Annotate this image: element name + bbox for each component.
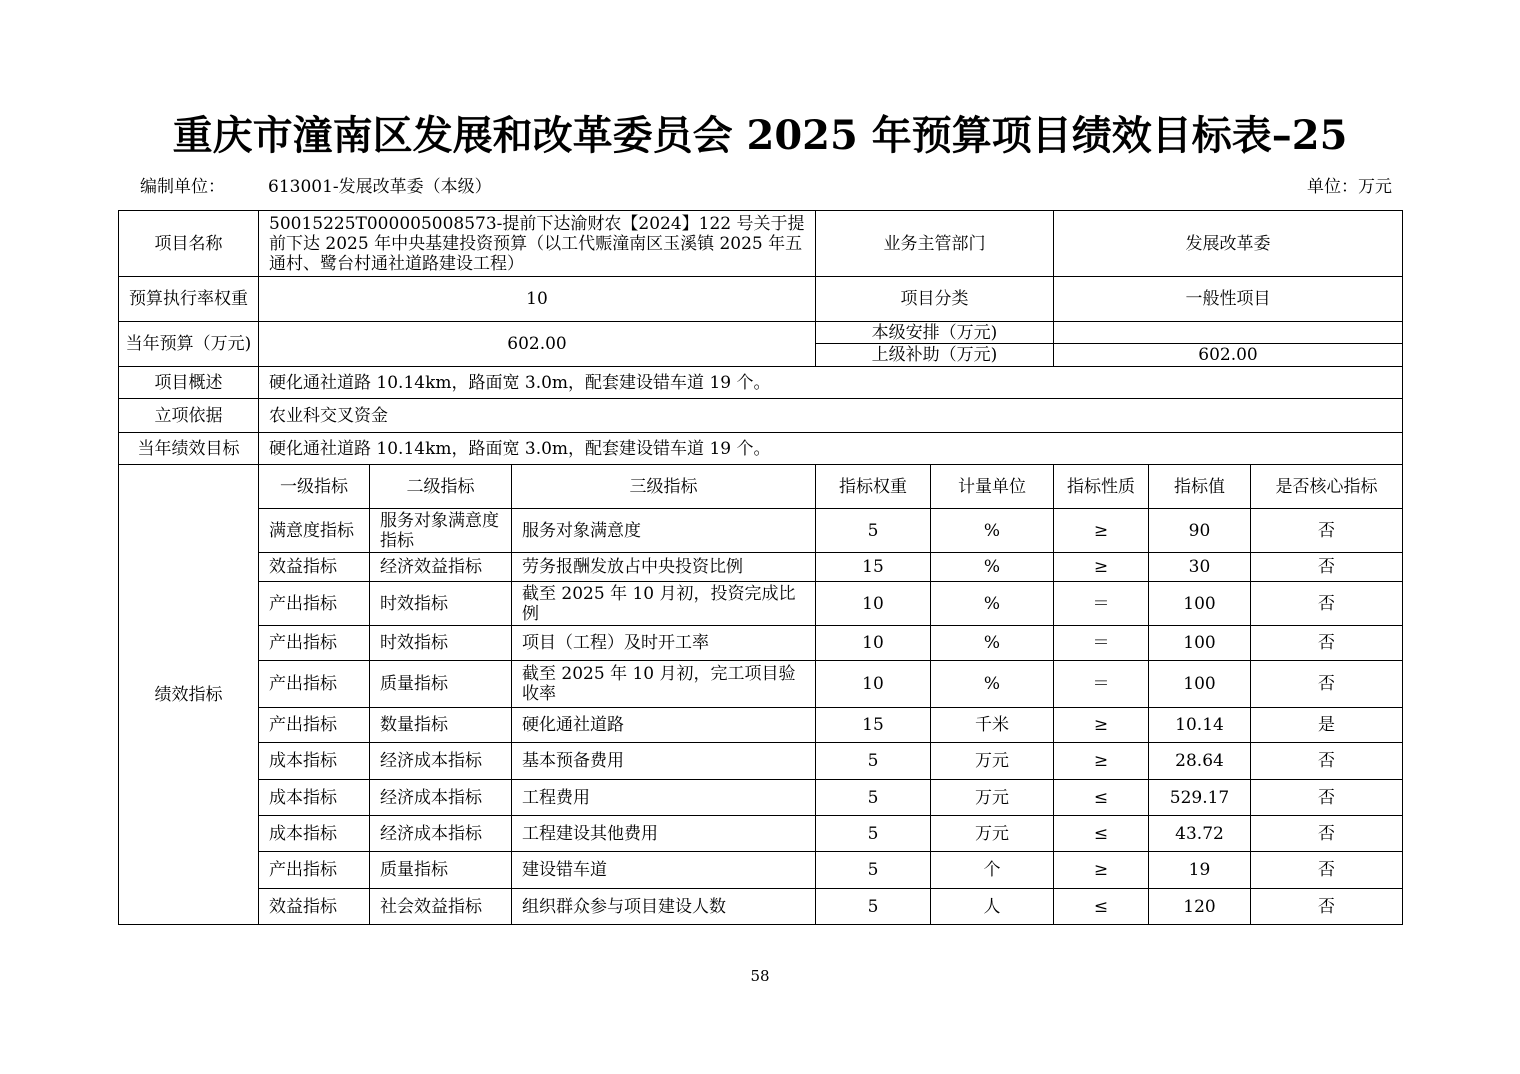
indicator-value: 100 xyxy=(1149,626,1251,661)
indicator-weight: 10 xyxy=(816,582,931,626)
indicator-weight: 10 xyxy=(816,661,931,708)
indicator-level3: 工程费用 xyxy=(512,780,816,816)
indicator-level2: 数量指标 xyxy=(370,708,512,743)
indicator-unit: % xyxy=(931,661,1054,708)
local-label: 本级安排（万元) xyxy=(816,322,1054,344)
compiler-value: 613001-发展改革委（本级） xyxy=(268,177,492,197)
indicator-core: 是 xyxy=(1251,708,1403,743)
indicator-core: 否 xyxy=(1251,582,1403,626)
indicator-core: 否 xyxy=(1251,816,1403,852)
indicator-value: 43.72 xyxy=(1149,816,1251,852)
table-row xyxy=(119,889,1403,925)
indicator-unit: 千米 xyxy=(931,708,1054,743)
indicator-value: 100 xyxy=(1149,582,1251,626)
indicator-core: 否 xyxy=(1251,889,1403,925)
indicator-unit: 个 xyxy=(931,852,1054,889)
indicator-level1: 效益指标 xyxy=(259,553,370,582)
indicator-value: 529.17 xyxy=(1149,780,1251,816)
budget-value: 602.00 xyxy=(259,322,816,367)
budget-label: 当年预算（万元) xyxy=(119,322,259,367)
table-row xyxy=(119,780,1403,816)
indicator-value: 10.14 xyxy=(1149,708,1251,743)
indicator-weight: 5 xyxy=(816,509,931,553)
indicator-level1: 满意度指标 xyxy=(259,509,370,553)
weight-value: 10 xyxy=(259,277,816,322)
indicator-unit: 万元 xyxy=(931,780,1054,816)
header-core: 是否核心指标 xyxy=(1251,465,1403,509)
indicator-core: 否 xyxy=(1251,852,1403,889)
indicator-nature: ≤ xyxy=(1054,780,1149,816)
indicator-weight: 5 xyxy=(816,852,931,889)
indicator-unit: 万元 xyxy=(931,816,1054,852)
indicator-nature: ≥ xyxy=(1054,553,1149,582)
indicator-level2: 质量指标 xyxy=(370,661,512,708)
header-weight: 指标权重 xyxy=(816,465,931,509)
local-value xyxy=(1054,322,1403,344)
indicator-nature: ≤ xyxy=(1054,816,1149,852)
indicator-unit: % xyxy=(931,509,1054,553)
indicator-level1: 产出指标 xyxy=(259,626,370,661)
indicator-level2: 经济成本指标 xyxy=(370,816,512,852)
indicator-level1: 产出指标 xyxy=(259,582,370,626)
page-number: 58 xyxy=(750,967,770,985)
table-row xyxy=(119,852,1403,889)
indicator-unit: % xyxy=(931,582,1054,626)
dept-value: 发展改革委 xyxy=(1054,211,1403,277)
table-row xyxy=(119,661,1403,708)
indicator-core: 否 xyxy=(1251,509,1403,553)
indicator-level2: 经济效益指标 xyxy=(370,553,512,582)
performance-target-table xyxy=(118,210,1403,925)
weight-label: 预算执行率权重 xyxy=(119,277,259,322)
indicator-core: 否 xyxy=(1251,553,1403,582)
table-row xyxy=(119,509,1403,553)
indicator-weight: 15 xyxy=(816,708,931,743)
indicator-level1: 产出指标 xyxy=(259,852,370,889)
project-name-label: 项目名称 xyxy=(119,211,259,277)
indicator-nature: ＝ xyxy=(1054,626,1149,661)
indicator-core: 否 xyxy=(1251,780,1403,816)
indicator-unit: 万元 xyxy=(931,743,1054,780)
indicator-value: 30 xyxy=(1149,553,1251,582)
indicator-level3: 劳务报酬发放占中央投资比例 xyxy=(512,553,816,582)
category-value: 一般性项目 xyxy=(1054,277,1403,322)
indicator-value: 28.64 xyxy=(1149,743,1251,780)
indicator-value: 100 xyxy=(1149,661,1251,708)
indicator-nature: ≥ xyxy=(1054,743,1149,780)
indicator-nature: ≥ xyxy=(1054,509,1149,553)
table-row xyxy=(119,708,1403,743)
indicator-weight: 5 xyxy=(816,889,931,925)
upper-label: 上级补助（万元) xyxy=(816,344,1054,367)
indicator-weight: 10 xyxy=(816,626,931,661)
header-nature: 指标性质 xyxy=(1054,465,1149,509)
table-row xyxy=(119,582,1403,626)
overview-label: 项目概述 xyxy=(119,367,259,399)
goal-label: 当年绩效目标 xyxy=(119,433,259,465)
overview-value: 硬化通社道路 10.14km，路面宽 3.0m，配套建设错车道 19 个。 xyxy=(259,367,1403,399)
header-level2: 二级指标 xyxy=(370,465,512,509)
table-row xyxy=(119,626,1403,661)
dept-label: 业务主管部门 xyxy=(816,211,1054,277)
indicator-unit: % xyxy=(931,553,1054,582)
project-name-value: 50015225T000005008573-提前下达渝财农【2024】122 号关于提前下达 2025 年中央基建投资预算（以工代赈潼南区玉溪镇 2025 年五通村、鹭台村通社道路建设工程） xyxy=(259,211,816,277)
indicator-nature: ≥ xyxy=(1054,852,1149,889)
indicator-level3: 截至 2025 年 10 月初，投资完成比例 xyxy=(512,582,816,626)
indicator-weight: 5 xyxy=(816,780,931,816)
indicator-core: 否 xyxy=(1251,743,1403,780)
header-value: 指标值 xyxy=(1149,465,1251,509)
indicator-core: 否 xyxy=(1251,661,1403,708)
table-row xyxy=(119,553,1403,582)
indicator-level3: 建设错车道 xyxy=(512,852,816,889)
table-row xyxy=(119,816,1403,852)
basis-value: 农业科交叉资金 xyxy=(259,399,1403,433)
category-label: 项目分类 xyxy=(816,277,1054,322)
indicator-nature: ≥ xyxy=(1054,708,1149,743)
indicator-level1: 成本指标 xyxy=(259,743,370,780)
indicator-level3: 工程建设其他费用 xyxy=(512,816,816,852)
indicator-level2: 经济成本指标 xyxy=(370,780,512,816)
indicator-level3: 截至 2025 年 10 月初，完工项目验收率 xyxy=(512,661,816,708)
indicator-level2: 时效指标 xyxy=(370,626,512,661)
header-level1: 一级指标 xyxy=(259,465,370,509)
indicator-core: 否 xyxy=(1251,626,1403,661)
indicator-level1: 成本指标 xyxy=(259,816,370,852)
indicator-level1: 效益指标 xyxy=(259,889,370,925)
indicator-unit: 人 xyxy=(931,889,1054,925)
compiler-label: 编制单位： xyxy=(140,177,225,197)
indicator-value: 90 xyxy=(1149,509,1251,553)
indicator-value: 120 xyxy=(1149,889,1251,925)
header-unit: 计量单位 xyxy=(931,465,1054,509)
indicator-level1: 产出指标 xyxy=(259,708,370,743)
indicator-unit: % xyxy=(931,626,1054,661)
indicator-level2: 时效指标 xyxy=(370,582,512,626)
indicator-nature: ≤ xyxy=(1054,889,1149,925)
indicator-level1: 成本指标 xyxy=(259,780,370,816)
indicator-level2: 经济成本指标 xyxy=(370,743,512,780)
table-row xyxy=(119,743,1403,780)
indicator-level2: 服务对象满意度指标 xyxy=(370,509,512,553)
indicator-nature: ＝ xyxy=(1054,661,1149,708)
indicator-level3: 服务对象满意度 xyxy=(512,509,816,553)
indicator-weight: 15 xyxy=(816,553,931,582)
indicator-level3: 硬化通社道路 xyxy=(512,708,816,743)
indicator-weight: 5 xyxy=(816,743,931,780)
indicator-level3: 项目（工程）及时开工率 xyxy=(512,626,816,661)
indicator-level1: 产出指标 xyxy=(259,661,370,708)
indicator-weight: 5 xyxy=(816,816,931,852)
page-title: 重庆市潼南区发展和改革委员会 2025 年预算项目绩效目标表–25 xyxy=(172,112,1348,159)
indicator-level3: 组织群众参与项目建设人数 xyxy=(512,889,816,925)
indicator-level2: 质量指标 xyxy=(370,852,512,889)
header-level3: 三级指标 xyxy=(512,465,816,509)
upper-value: 602.00 xyxy=(1054,344,1403,367)
goal-value: 硬化通社道路 10.14km，路面宽 3.0m，配套建设错车道 19 个。 xyxy=(259,433,1403,465)
basis-label: 立项依据 xyxy=(119,399,259,433)
currency-unit: 单位：万元 xyxy=(1307,177,1392,197)
indicators-section-label: 绩效指标 xyxy=(119,465,259,925)
indicator-value: 19 xyxy=(1149,852,1251,889)
indicator-level2: 社会效益指标 xyxy=(370,889,512,925)
indicator-level3: 基本预备费用 xyxy=(512,743,816,780)
indicator-nature: ＝ xyxy=(1054,582,1149,626)
